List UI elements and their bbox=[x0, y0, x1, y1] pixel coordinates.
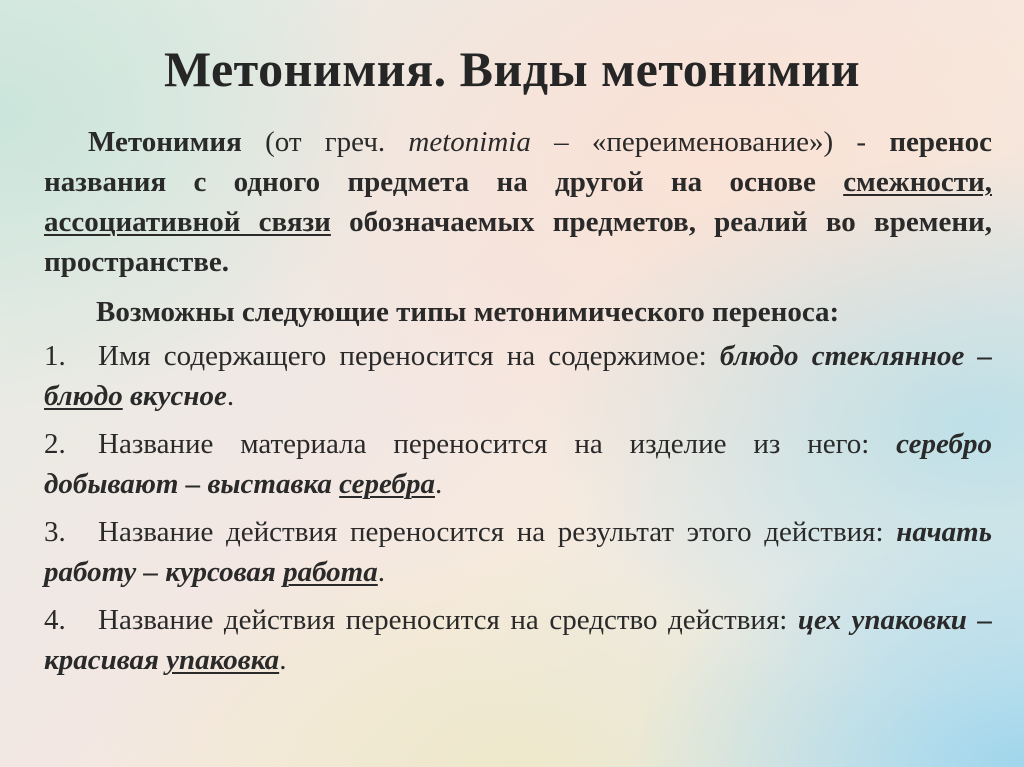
list-item-number: 1. bbox=[44, 340, 66, 372]
list-item-number: 3. bbox=[44, 516, 66, 548]
list-item-period: . bbox=[279, 644, 287, 676]
list-item-text: Имя содержащего переносится на содержимое: bbox=[98, 340, 720, 372]
list-item-number: 4. bbox=[44, 604, 66, 636]
definition-origin-prefix: (от греч. bbox=[265, 126, 409, 158]
definition-latin-word: metonimia bbox=[408, 126, 531, 158]
list-item-example-underlined: работа bbox=[283, 556, 378, 588]
list-item-example-underlined: упаковка bbox=[166, 644, 280, 676]
list-item-example: начать работу – курсовая bbox=[44, 516, 992, 588]
list-item-period: . bbox=[434, 468, 443, 500]
slide-content bbox=[44, 122, 992, 688]
definition-bold-tail: обозначаемых предметов, реалий во времени, пространстве. bbox=[44, 206, 992, 278]
list-item-period: . bbox=[226, 380, 235, 412]
slide-title: Метонимия. Виды метонимии bbox=[163, 41, 861, 97]
definition-origin-rest: – «переименование») - bbox=[530, 126, 867, 158]
list-item-text: Название действия переносится на средство действия: bbox=[98, 604, 798, 636]
list-item-text: Название материала переносится на изделие из него: bbox=[98, 428, 897, 460]
list-item-example-tail: вкусное bbox=[122, 380, 227, 412]
list-item bbox=[44, 336, 992, 416]
list-item-example: блюдо стеклянное – bbox=[719, 340, 992, 372]
list-item bbox=[44, 600, 992, 680]
list-item-example: серебро добывают – выставка bbox=[44, 428, 992, 500]
list-item-example: цех упаковки – красивая bbox=[44, 604, 992, 676]
list-item-text: Название действия переносится на результат этого действия: bbox=[98, 516, 897, 548]
list-item-number: 2. bbox=[44, 428, 66, 460]
definition-bold-text: перенос названия с одного предмета на другой на основе bbox=[44, 126, 993, 198]
list-item bbox=[44, 512, 992, 592]
list-item-example-underlined: серебра bbox=[339, 468, 435, 500]
list-item-example-underlined: блюдо bbox=[44, 380, 123, 412]
list-item-period: . bbox=[377, 556, 385, 588]
types-intro: Возможны следующие типы метонимического переноса: bbox=[96, 296, 840, 328]
definition-paragraph bbox=[44, 122, 992, 282]
definition-underlined-text: смежности, ассоциативной связи bbox=[44, 166, 992, 238]
list-item bbox=[44, 424, 992, 504]
definition-term: Метонимия bbox=[88, 126, 242, 158]
